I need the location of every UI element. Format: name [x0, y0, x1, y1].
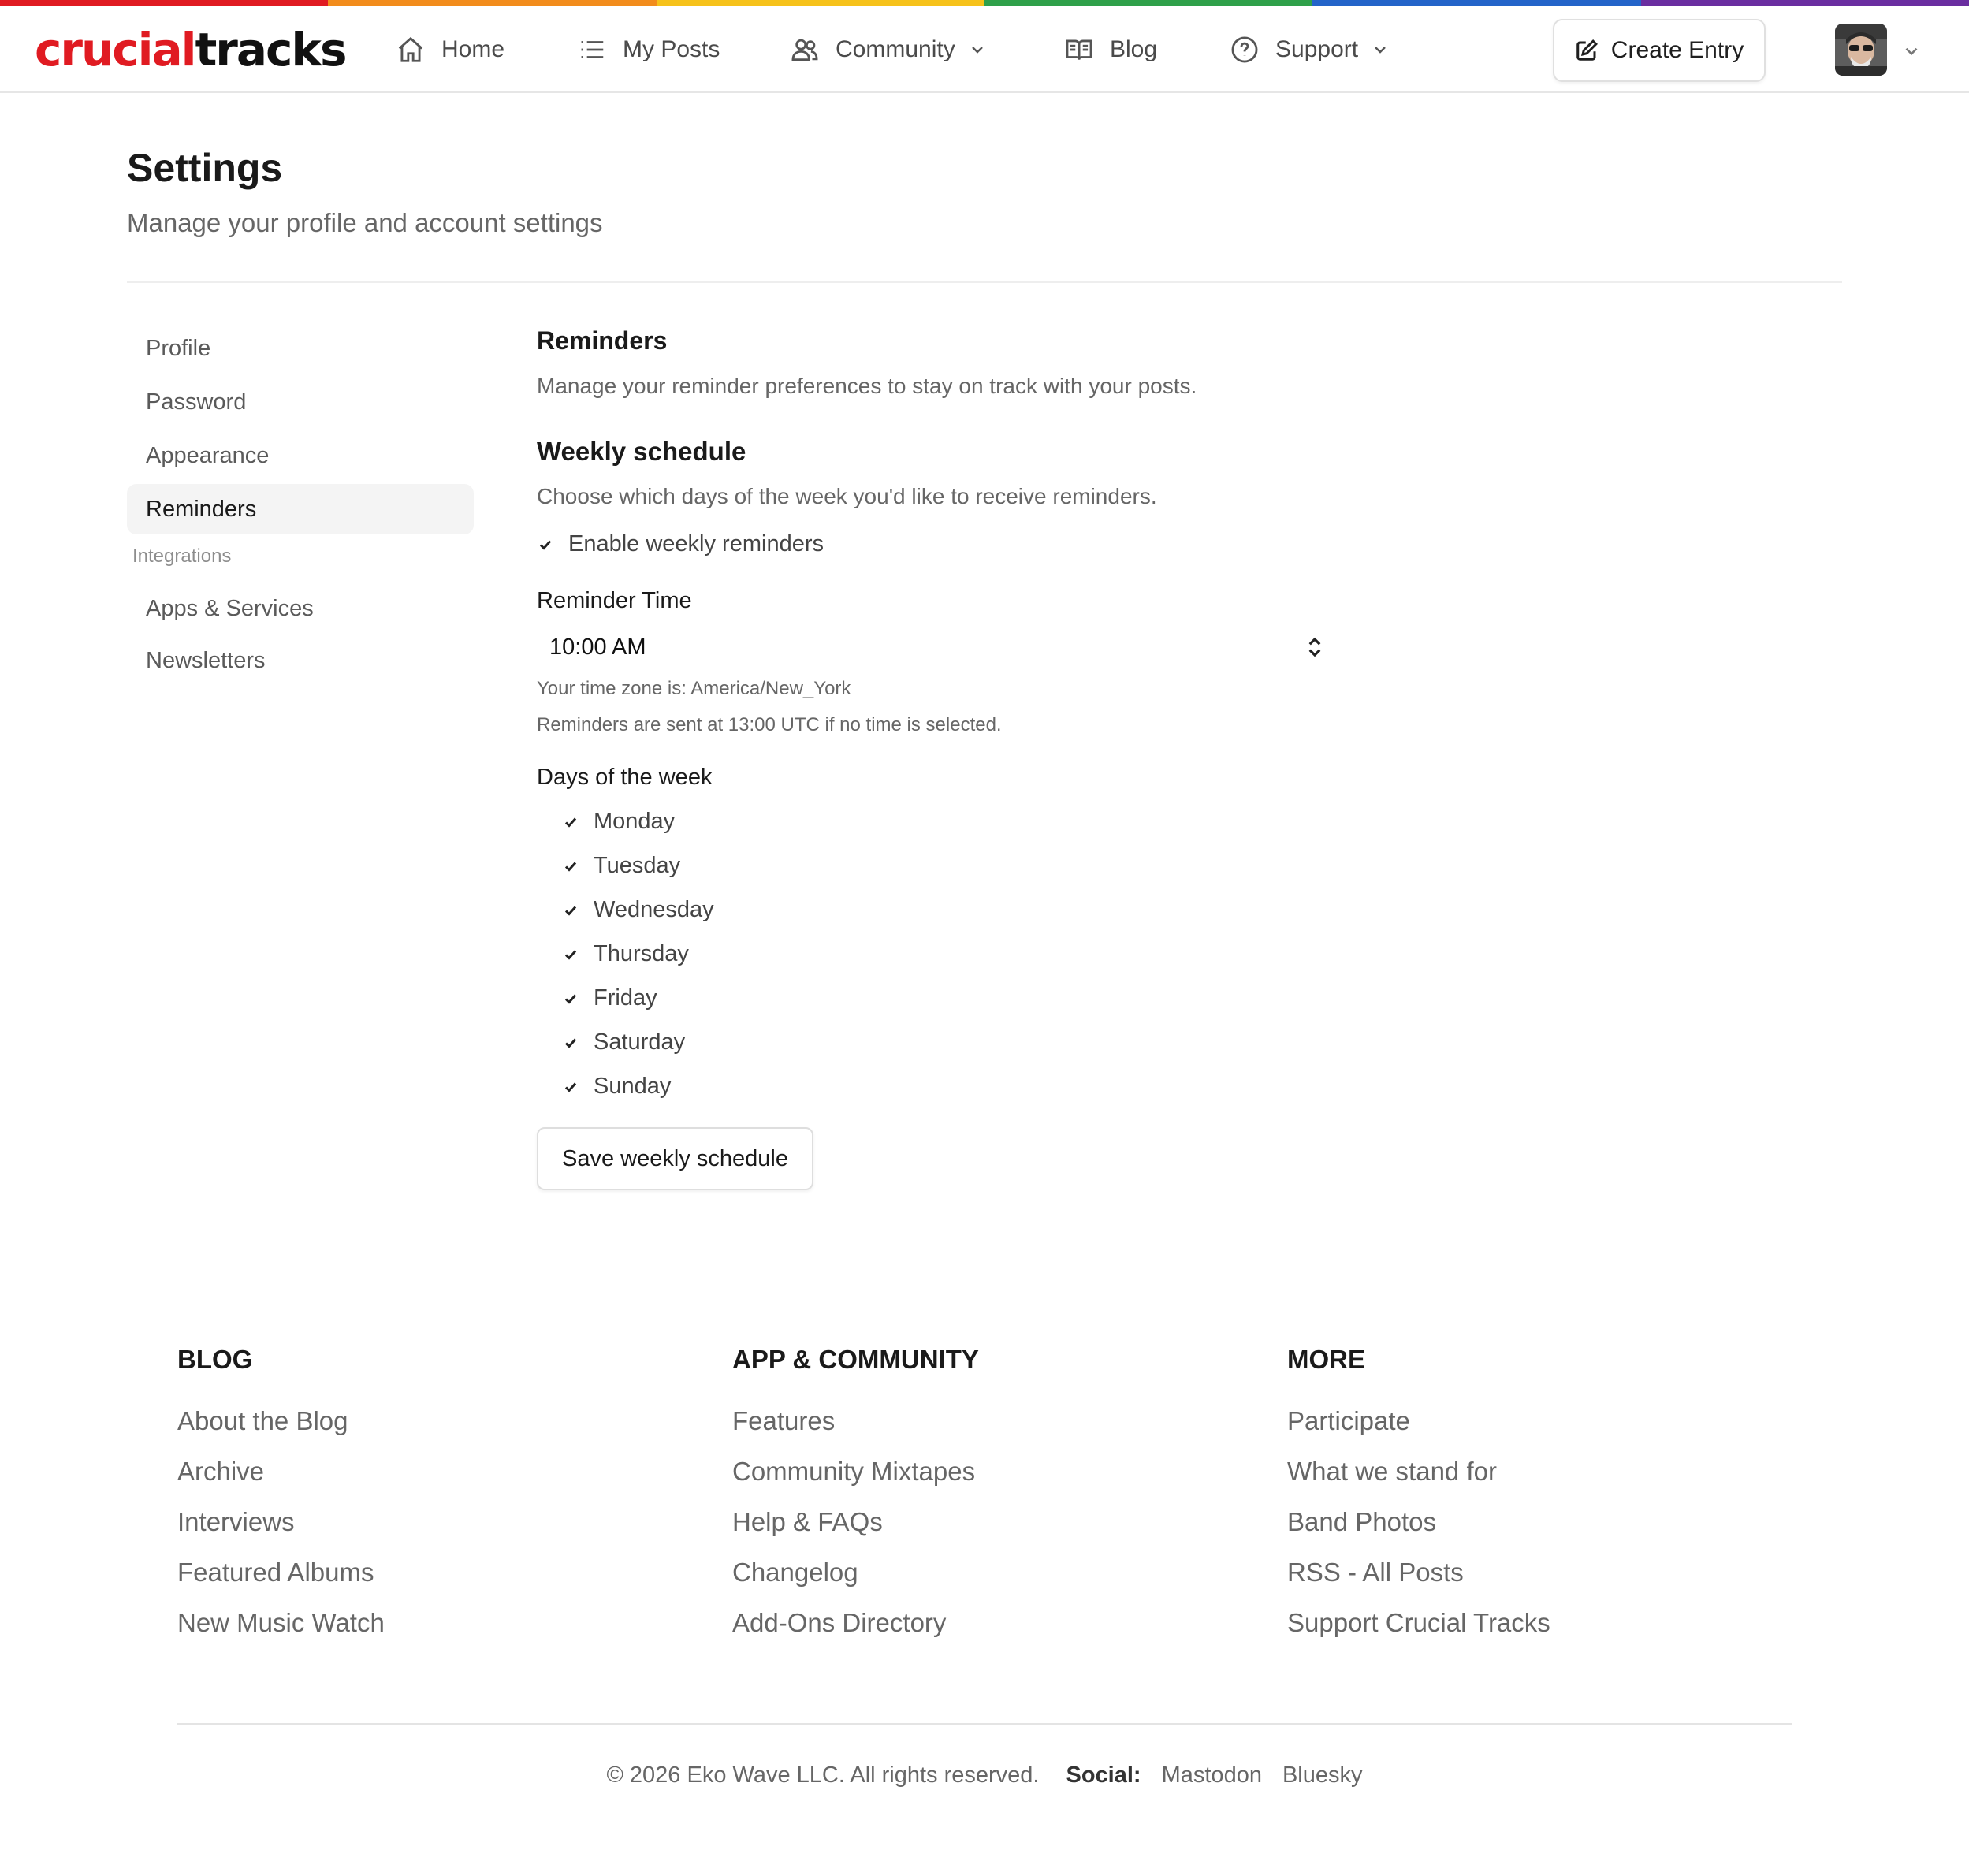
day-checkbox-friday[interactable]	[562, 985, 657, 1011]
rainbow-bar	[0, 0, 1969, 6]
create-entry-button[interactable]	[1553, 19, 1766, 82]
day-label: Tuesday	[594, 853, 681, 878]
divider	[127, 281, 1842, 283]
reminder-time-label: Reminder Time	[537, 588, 692, 613]
page-title: Settings	[127, 146, 283, 190]
list-icon	[577, 35, 607, 65]
chevron-down-icon	[1371, 40, 1390, 59]
day-checkbox-saturday[interactable]	[562, 1029, 685, 1055]
avatar-image	[1835, 24, 1887, 76]
check-icon	[562, 813, 579, 831]
day-checkbox-monday[interactable]	[562, 809, 675, 835]
avatar[interactable]	[1835, 24, 1887, 76]
sidebar-item-newsletters[interactable]: Newsletters	[146, 647, 266, 673]
footer-link[interactable]: Community Mixtapes	[732, 1457, 976, 1486]
top-navbar	[0, 6, 1969, 93]
footer-link[interactable]: About the Blog	[177, 1406, 348, 1435]
rainbow-stripe	[1641, 0, 1969, 6]
chevron-up-down-icon	[1303, 635, 1327, 659]
reminder-time-select[interactable]	[537, 623, 1339, 672]
users-icon	[790, 35, 820, 65]
enable-weekly-reminders-label: Enable weekly reminders	[568, 531, 824, 556]
footer-link[interactable]: Featured Albums	[177, 1558, 374, 1587]
footer-heading-blog: BLOG	[177, 1345, 253, 1374]
help-circle-icon	[1230, 35, 1260, 65]
day-checkbox-tuesday[interactable]	[562, 853, 680, 879]
weekly-schedule-title: Weekly schedule	[537, 437, 746, 466]
timezone-hint: Your time zone is: America/New_York	[537, 678, 851, 699]
weekly-schedule-description: Choose which days of the week you'd like to receive reminders.	[537, 484, 1157, 508]
nav-home[interactable]	[396, 30, 504, 69]
sidebar-item-profile[interactable]: Profile	[146, 335, 211, 361]
day-label: Monday	[594, 809, 676, 834]
day-label: Sunday	[594, 1074, 672, 1099]
sidebar-item-apps-services[interactable]: Apps & Services	[146, 595, 314, 621]
footer-link[interactable]: Participate	[1287, 1406, 1410, 1435]
day-label: Friday	[594, 985, 657, 1011]
nav-my-posts[interactable]	[577, 30, 720, 69]
section-description: Manage your reminder preferences to stay on track with your posts.	[537, 374, 1197, 398]
footer-heading-more: MORE	[1287, 1345, 1365, 1374]
social-label: Social:	[1066, 1762, 1141, 1788]
sidebar-item-appearance[interactable]: Appearance	[146, 442, 270, 468]
footer-link[interactable]: Help & FAQs	[732, 1507, 883, 1536]
sidebar-item-password[interactable]: Password	[146, 389, 247, 415]
section-heading: Reminders	[537, 326, 668, 355]
footer-link[interactable]: Support Crucial Tracks	[1287, 1608, 1550, 1637]
day-checkbox-thursday[interactable]	[562, 941, 689, 967]
footer-link[interactable]: New Music Watch	[177, 1608, 385, 1637]
check-icon	[562, 1034, 579, 1052]
footer-link[interactable]: Interviews	[177, 1507, 295, 1536]
check-icon	[562, 1078, 579, 1096]
rainbow-stripe	[0, 0, 328, 6]
edit-icon	[1575, 39, 1599, 62]
day-checkbox-sunday[interactable]	[562, 1074, 671, 1100]
sidebar-section-integrations: Integrations	[132, 545, 232, 567]
create-entry-label: Create Entry	[1610, 37, 1744, 63]
footer-link[interactable]: RSS - All Posts	[1287, 1558, 1464, 1587]
chevron-down-icon[interactable]	[1901, 41, 1922, 61]
home-icon	[396, 35, 426, 65]
footer-link[interactable]: Add-Ons Directory	[732, 1608, 947, 1637]
copyright: © 2026 Eko Wave LLC. All rights reserved.	[606, 1762, 1040, 1788]
rainbow-stripe	[657, 0, 984, 6]
rainbow-stripe	[1312, 0, 1640, 6]
nav-my-posts-label: My Posts	[623, 36, 720, 62]
day-label: Thursday	[594, 941, 689, 966]
footer-bottom	[0, 1762, 1969, 1789]
rainbow-stripe	[328, 0, 656, 6]
day-label: Wednesday	[594, 897, 714, 922]
check-icon	[562, 990, 579, 1007]
footer-link[interactable]: Changelog	[732, 1558, 858, 1587]
check-icon	[537, 536, 554, 553]
nav-support-label: Support	[1275, 36, 1359, 62]
footer-link[interactable]: Archive	[177, 1457, 265, 1486]
nav-community[interactable]	[790, 30, 987, 69]
enable-weekly-reminders-checkbox[interactable]	[537, 531, 824, 557]
footer-link[interactable]: Features	[732, 1406, 836, 1435]
sidebar-item-reminders[interactable]: Reminders	[127, 484, 474, 534]
nav-community-label: Community	[836, 36, 955, 62]
footer-heading-app-community: APP & COMMUNITY	[732, 1345, 979, 1374]
nav-blog[interactable]	[1064, 30, 1157, 69]
nav-home-label: Home	[441, 36, 505, 62]
logo-part-tracks: tracks	[195, 23, 346, 76]
nav-blog-label: Blog	[1110, 36, 1158, 62]
utc-hint: Reminders are sent at 13:00 UTC if no time is selected.	[537, 714, 1002, 735]
book-icon	[1064, 35, 1094, 65]
day-label: Saturday	[594, 1029, 686, 1055]
save-weekly-schedule-button[interactable]: Save weekly schedule	[537, 1127, 813, 1190]
rainbow-stripe	[984, 0, 1312, 6]
footer-link[interactable]: What we stand for	[1287, 1457, 1497, 1486]
page-subtitle: Manage your profile and account settings	[127, 208, 603, 237]
social-link-mastodon[interactable]: Mastodon	[1161, 1762, 1262, 1788]
social-link-bluesky[interactable]: Bluesky	[1282, 1762, 1363, 1788]
check-icon	[562, 858, 579, 875]
footer-link[interactable]: Band Photos	[1287, 1507, 1436, 1536]
day-checkbox-wednesday[interactable]	[562, 897, 714, 923]
reminder-time-value: 10:00 AM	[549, 634, 646, 660]
footer-divider	[177, 1723, 1792, 1725]
chevron-down-icon	[968, 40, 987, 59]
check-icon	[562, 946, 579, 963]
check-icon	[562, 902, 579, 919]
nav-support[interactable]	[1230, 30, 1390, 69]
logo-part-crucial: crucial	[35, 23, 195, 76]
logo[interactable]	[35, 24, 346, 76]
days-of-week-label: Days of the week	[537, 765, 713, 790]
